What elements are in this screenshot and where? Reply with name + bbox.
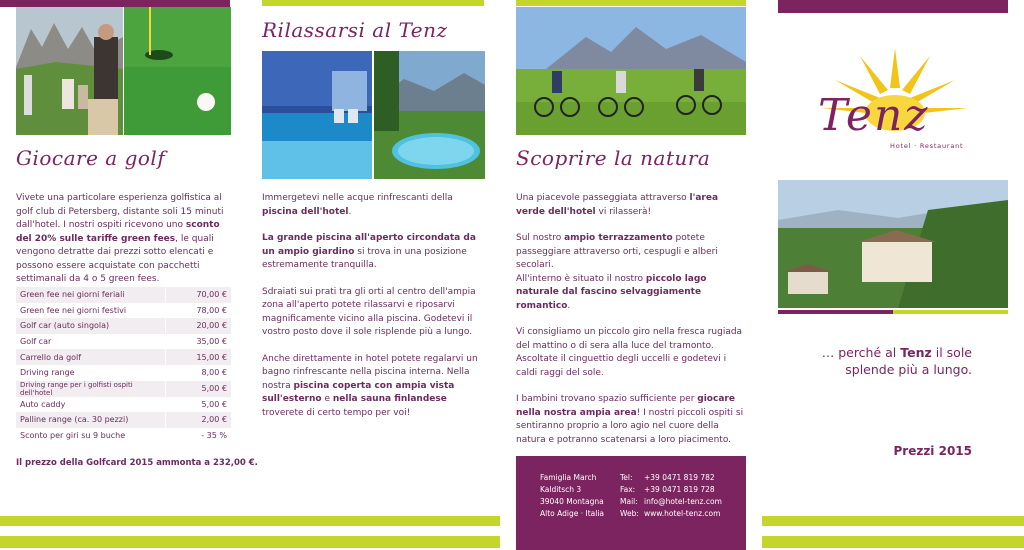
relax-p4-d: nella sauna finlandese	[332, 394, 447, 404]
relax-p1-a: Immergetevi nelle acque rinfrescanti della	[262, 193, 453, 203]
nature-p2-e: piccolo lago naturale dal fascino selvaggiamente romantico	[516, 273, 707, 311]
tagline-a: … perché al	[821, 345, 901, 360]
golf-intro-a: Vivete una particolare esperienza golfistica al golf club di Petersberg, distante soli 15 minuti dall'hotel. I nostri ospiti ricevono uno	[16, 193, 224, 230]
relax-p4-b: piscina coperta con ampia vista sull'esterno	[262, 380, 455, 404]
bottom-stripe-col4b	[762, 536, 1024, 548]
table-row	[16, 318, 231, 334]
table-row	[16, 365, 231, 381]
address-line: 39040 Montagna	[540, 497, 604, 506]
table-row	[16, 334, 231, 350]
contact-labels	[620, 472, 639, 520]
nature-p4-b: giocare nella nostra ampia area	[516, 394, 735, 418]
bottom-stripe-col1	[0, 516, 500, 526]
tagline-c: il sole	[931, 345, 972, 360]
table-row	[16, 303, 231, 319]
website-link[interactable]: www.hotel-tenz.com	[644, 509, 721, 518]
relax-p2-b: si trova in una posizione estremamente tranquilla.	[262, 246, 467, 270]
price-value: 70,00 €	[165, 287, 231, 303]
price-label: Green fee nei giorni festivi	[16, 303, 165, 319]
golf-price-table	[16, 287, 231, 443]
nature-text	[516, 192, 746, 460]
indoor-pool-photo	[262, 51, 372, 179]
price-label: Driving range per i golfisti ospiti dell'hotel	[16, 381, 165, 397]
golfcard-total: Il prezzo della Golfcard 2015 ammonta a 232,00 €.	[16, 458, 258, 468]
nature-p2-f: .	[567, 300, 571, 311]
contact-box	[516, 456, 746, 550]
price-label: Golf car (auto singola)	[16, 318, 165, 334]
nature-p2-b: ampio terrazzamento	[564, 233, 673, 243]
table-row	[16, 381, 231, 397]
price-value: 35,00 €	[196, 337, 227, 347]
price-label: Palline range (ca. 30 pezzi)	[16, 412, 165, 428]
hotel-photo	[778, 180, 1008, 308]
price-label: Sconto per giri su 9 buche	[16, 428, 165, 444]
table-row	[16, 397, 231, 413]
nature-p1-c: vi rilasserà!	[595, 206, 652, 217]
relax-p3: Sdraiati sui prati tra gli orti al centro dell'ampia zona all'aperto potete rilassarvi e riposarvi magnificamente vicino alla piscina. Godetevi il vostro posto dove il sole risplende più a lungo.	[262, 286, 476, 337]
golf-title: Giocare a golf	[16, 146, 166, 170]
table-row	[16, 287, 231, 303]
nature-p2-a: Sul nostro	[516, 233, 565, 243]
top-bar-col2	[262, 0, 484, 6]
bottom-stripe-col4	[762, 516, 1024, 526]
relax-p2-a: La grande piscina all'aperto circondata da un ampio giardino	[262, 233, 476, 257]
address-line: Kalditsch 3	[540, 485, 582, 494]
price-label: Driving range	[16, 365, 165, 381]
address-line: Famiglia March	[540, 473, 597, 482]
relax-p4-e: troverete di certo tempo per voi!	[262, 407, 411, 418]
price-value: 15,00 €	[165, 349, 231, 365]
contact-label: Fax:	[620, 485, 636, 494]
top-bar-col4	[778, 0, 1008, 13]
golf-flag-photo	[124, 7, 231, 135]
table-row	[16, 428, 231, 444]
email-link[interactable]: info@hotel-tenz.com	[644, 497, 722, 506]
bikers-photo	[516, 7, 746, 135]
cover-purple-bar	[778, 310, 893, 314]
price-label: Carrello da golf	[16, 349, 165, 365]
contact-values	[644, 472, 722, 520]
prices-year-label: Prezzi 2015	[893, 444, 972, 458]
nature-p4-a: I bambini trovano spazio sufficiente per	[516, 394, 698, 404]
tagline-b: Tenz	[900, 345, 932, 360]
bottom-stripe-col1b	[0, 536, 500, 548]
address-line: Alto Adige · Italia	[540, 509, 605, 518]
price-value: 78,00 €	[196, 305, 227, 315]
golf-intro-c: , le quali vengono detratte dai prezzi sotto elencati e possono essere acquistate con pacchetti settimanali da 4 o 5 green fees.	[16, 233, 214, 284]
price-label: Auto caddy	[16, 397, 165, 413]
tenz-logo	[800, 38, 990, 158]
logo-subtitle: Hotel · Restaurant	[890, 142, 964, 150]
price-label: Golf car	[16, 334, 165, 350]
golf-intro	[16, 192, 232, 287]
nature-p3: Vi consigliamo un piccolo giro nella fresca rugiada del mattino o di sera alla luce del tramonto. Ascoltate il cinguettio degli uccelli e godetevi i caldi raggi del sole.	[516, 327, 743, 378]
nature-p1-a: Una piacevole passeggiata attraverso	[516, 193, 690, 203]
relax-title: Rilassarsi al Tenz	[262, 18, 448, 42]
price-value: 2,00 €	[165, 412, 231, 428]
price-value: 5,00 €	[165, 381, 231, 397]
phone-number[interactable]: +39 0471 819 782	[644, 473, 715, 482]
nature-p1-b: l'area verde dell'hotel	[516, 193, 719, 217]
nature-title: Scoprire la natura	[516, 146, 711, 170]
cover-green-bar	[893, 310, 1008, 314]
top-bar-col1	[0, 0, 230, 7]
table-row	[16, 349, 231, 365]
relax-p1-c: .	[348, 206, 352, 217]
price-value: 5,00 €	[201, 399, 227, 409]
outdoor-pool-photo	[374, 51, 485, 179]
nature-p2-d: All'interno è situato il nostro	[516, 273, 646, 284]
table-row	[16, 412, 231, 428]
tagline-d: splende più a lungo.	[845, 362, 972, 377]
contact-address	[540, 472, 604, 520]
cover-tagline	[778, 344, 972, 378]
golf-photo-group	[16, 7, 123, 135]
contact-label: Mail:	[620, 497, 638, 506]
nature-p4-c: ! I nostri piccoli ospiti si sentiranno proprio a loro agio nel cuore della natura e potranno scatenarsi a loro piacimento.	[516, 407, 744, 445]
price-value: - 35 %	[201, 431, 227, 441]
relax-text	[262, 192, 484, 433]
logo-word: Tenz	[818, 90, 930, 141]
top-bar-col3	[516, 0, 746, 6]
relax-p1-b: piscina dell'hotel	[262, 206, 349, 217]
contact-label: Web:	[620, 509, 639, 518]
price-value: 8,00 €	[201, 368, 227, 378]
fax-number: +39 0471 819 728	[644, 485, 715, 494]
relax-p4-c: e	[321, 394, 333, 404]
nature-p2-c: potete passeggiare attraverso orti, cespugli e alberi secolari.	[516, 233, 718, 270]
price-label: Green fee nei giorni feriali	[16, 287, 165, 303]
contact-label: Tel:	[620, 473, 633, 482]
relax-p4-a: Anche direttamente in hotel potete regalarvi un bagno rinfrescante nella piscina interna. Nella nostra	[262, 353, 478, 391]
golf-intro-b: sconto del 20% sulle tariffe green fees	[16, 220, 220, 244]
price-value: 20,00 €	[165, 318, 231, 334]
